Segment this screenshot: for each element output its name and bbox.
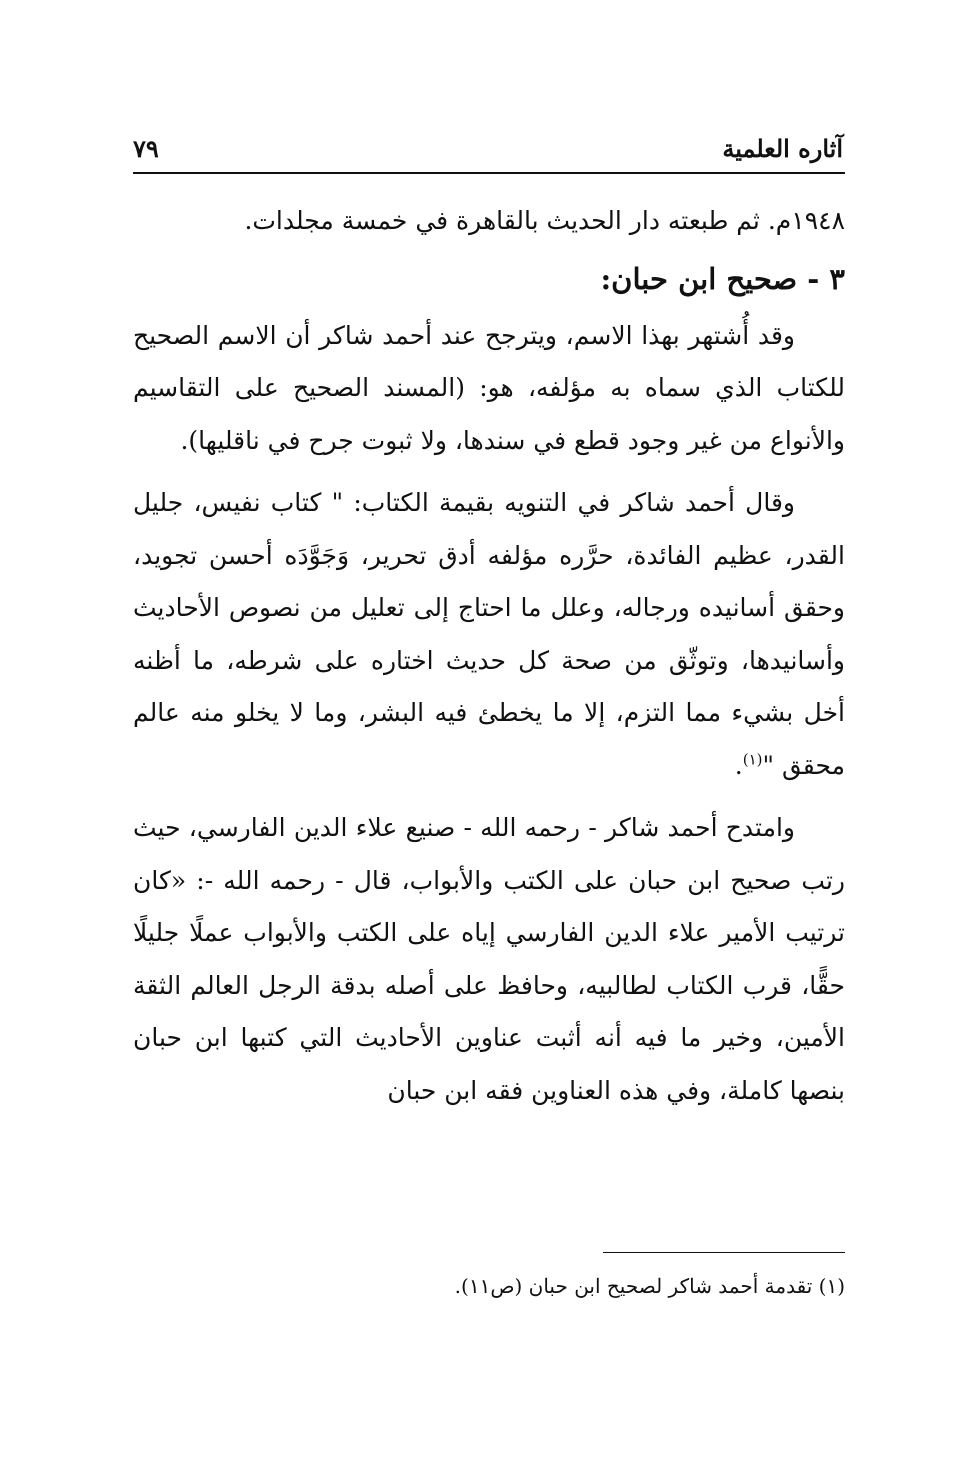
page-number: ٧٩ [133,133,159,163]
paragraph-1: وقد أُشتهر بهذا الاسم، ويترجح عند أحمد شاكر أن الاسم الصحيح للكتاب الذي سماه به مؤلفه، هو: (المسند الصحيح على التقاسيم والأنواع من غير وجود قطع في سندها، ولا ثبوت جرح في ناقليها). [133,320,845,455]
footnote-rule [603,1252,845,1253]
header-title: آثاره العلمية [722,133,843,163]
paragraph-2-text: وقال أحمد شاكر في التنويه بقيمة الكتاب: " كتاب نفيس، جليل القدر، عظيم الفائدة، حرَّره مؤلفه أدق تحرير، وَجَوَّدَه أحسن تجويد، وحقق أسانيده ورجاله، وعلل ما احتاج إلى تعليل من نصوص الأحاديث وأسانيدها، وتوثّق من صحة كل حديث اختاره على شرطه، ما أظنه أخل بشيء مما التزم، إلا ما يخطئ فيه البشر، وما لا يخلو منه عالم محقق " [133,488,845,780]
section-heading: ٣ - صحيح ابن حبان: [600,261,845,296]
main-text [133,195,845,1117]
paragraph-2-end: . [734,750,743,780]
continuation-line: ١٩٤٨م. ثم طبعته دار الحديث بالقاهرة في خمسة مجلدات. [244,206,845,235]
footnote-reference[interactable]: (١) [742,750,763,769]
paragraph-2 [133,477,845,792]
running-header [133,128,843,168]
paragraph-3: وامتدح أحمد شاكر - رحمه الله - صنيع علاء الدين الفارسي، حيث رتب صحيح ابن حبان على الكتب والأبواب، قال - رحمه الله -: «كان ترتيب الأمير علاء الدين الفارسي إياه على الكتب والأبواب عملًا جليلًا حقًّا، قرب الكتاب لطالبيه، وحافظ على أصله بدقة الرجل العالم الثقة الأمين، وخير ما فيه أنه أثبت عناوين الأحاديث التي كتبها ابن حبان بنصها كاملة، وفي هذه العناوين فقه ابن حبان [133,813,845,1105]
footnote: (١) تقدمة أحمد شاكر لصحيح ابن حبان (ص١١). [454,1274,845,1298]
header-rule [133,172,845,174]
